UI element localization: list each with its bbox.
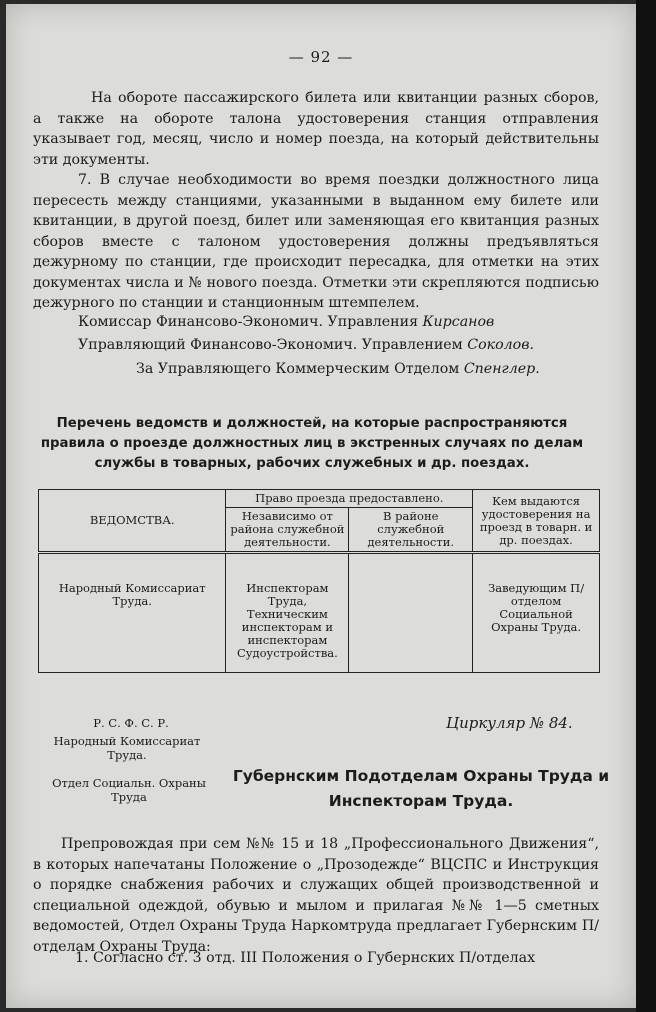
circular-number: Циркуляр № 84. [446,714,573,732]
header-issuer: Кем выдаются удостоверения на проезд в товарн. и др. поездах. [473,490,600,553]
cell-issuer: Заведующим П/отделом Социальной Охраны Труда. [473,553,600,673]
document-page [6,4,636,1008]
paragraph-ticket-reverse: На обороте пассажирского билета или квитанции разных сборов, а также на обороте талона удостоверения станция отправления указывает год, месяц, число и номер поезда, на который действительны эти документы. [33,90,599,168]
table-heading: Перечень ведомств и должностей, на которые распространяются правила о проезде должностных лиц в экстренных случаях по делам службы в товарных, рабочих служебных и др. поездах. [40,416,584,471]
paragraph-7-transfer: 7. В случае необходимости во время поездки должностного лица пересесть между станциями, указанными в выданном ему билете или квитанции, в другой поезд, билет или заменяющая его квитанция разных сборов вместе с талоном удостоверения должны предъявляться дежурному по станции, где происходит пересадка, для отметки на этих документах числа и № нового поезда. Отметки эти скрепляются подписью дежурного по станции и станционным штемпелем. [33,172,599,311]
cell-within [349,553,473,673]
cell-department: Народный Комиссариат Труда. [39,553,226,673]
signature-line-commercial [136,361,540,377]
header-departments: ВЕДОМСТВА. [39,490,226,553]
signature-line-commissar [78,314,494,330]
commissariat-label: Народный Комиссариат Труда. [53,734,201,762]
table-row [39,553,600,673]
departments-table [38,489,600,673]
signature-name: Кирсанов [422,314,495,330]
cell-independent: Инспекторам Труда, Техническим инспекторам и инспекторам Судоустройства. [226,553,349,673]
header-within: В районе служебной деятельности. [349,508,473,553]
header-travel-right: Право проезда предоставлено. [226,490,473,508]
signature-name: Спенглер. [463,361,540,377]
header-independent: Независимо от района служебной деятельности. [226,508,349,553]
signature-line-manager [78,337,534,353]
scan-edge [636,0,656,1012]
signature-title: Комиссар Финансово-Экономич. Управления [78,314,419,330]
signature-title: За Управляющего Коммерческим Отделом [136,361,460,377]
paragraph-item-1: 1. Согласно ст. 3 отд. III Положения о Губернских П/отделах [75,950,536,966]
paragraph-circular-body: Препровождая при сем №№ 15 и 18 „Профессионального Движения“, в которых напечатаны Положение о „Прозодежде“ ВЦСПС и Инструкция о порядке снабжения рабочих и служащих общей производственной и специальной одеждой, обувью и мылом и прилагая №№ 1—5 сметных ведомостей, Отдел Охраны Труда Наркомтруда предлагает Губернским П/отделам Охраны Труда: [33,836,599,955]
signature-name: Соколов. [467,337,534,353]
rsfsr-label: Р. С. Ф. С. Р. [93,716,169,730]
signature-title: Управляющий Финансово-Экономич. Управлением [78,337,463,353]
department-label: Отдел Социальн. Охраны Труда [52,776,206,804]
addressee-heading: Губернским Подотделам Охраны Труда и Инспекторам Труда. [232,767,610,810]
page-number: — 92 — [288,48,354,66]
